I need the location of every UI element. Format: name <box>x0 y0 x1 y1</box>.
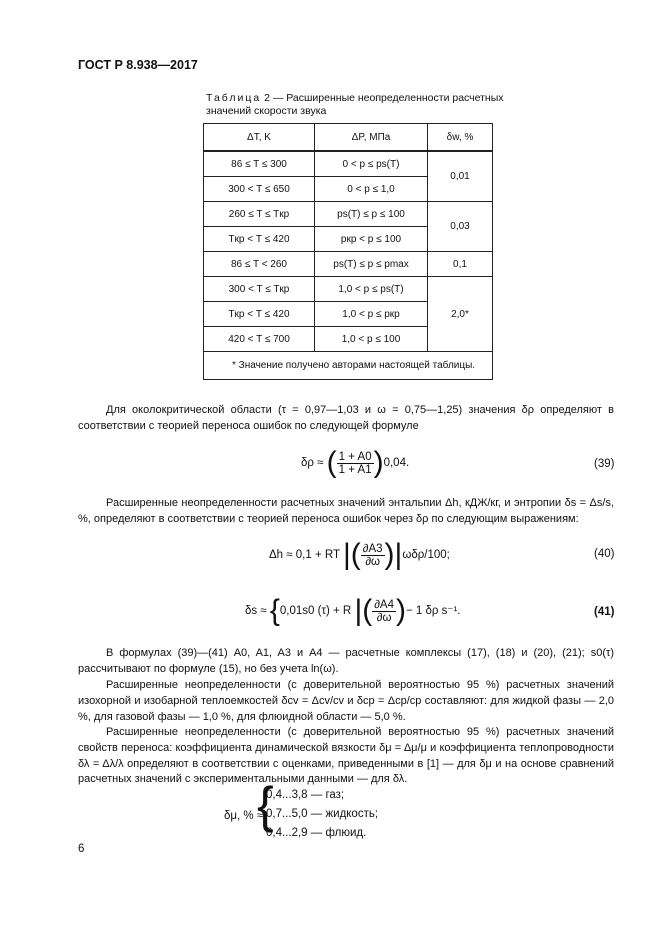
eq39-denominator: 1 + A1 <box>338 463 372 476</box>
table-cell: 86 ≤ T ≤ 300 <box>204 151 315 177</box>
table-cell: 0,1 <box>428 252 493 277</box>
paragraph-nearcritical: Для околокритической области (τ = 0,97—1,03 и ω = 0,75—1,25) значения δρ определяют в соответствии с теорией переноса ошибок по следующей формуле <box>78 404 614 432</box>
eq40-label: (40) <box>594 548 615 560</box>
eq40-denominator: ∂ω <box>365 555 380 568</box>
caption-prefix: Таблица <box>206 92 262 104</box>
case-gas: 0,4...3,8 — газ; <box>266 789 345 801</box>
paragraph-enthalpy: Расширенные неопределенности расчетных значений энтальпии Δh, кДЖ/кг, и энтропии δs = Δs/s, %, определяют в соответствии с теорией переноса ошибок через δρ по следующим выражениям: <box>78 497 614 525</box>
case-fluid: 0,4...2,9 — флюид. <box>266 827 367 839</box>
eq39-numerator: 1 + A0 <box>338 450 372 463</box>
case-liquid: 0,7...5,0 — жидкость; <box>266 808 379 820</box>
eq40-lhs: Δh ≈ 0,1 + RT <box>269 549 340 562</box>
caption-line2: значений скорости звука <box>206 105 327 117</box>
eq40-tail: ωδρ/100; <box>402 549 450 562</box>
eq41-lhs: δs ≈ <box>245 605 267 618</box>
brace-symbol: { <box>257 777 274 833</box>
table-cell: 300 < T ≤ Tкр <box>204 277 315 302</box>
table-cell: 0,03 <box>428 202 493 252</box>
paragraph-heat-capacity: Расширенные неопределенности (с доверительной вероятностью 95 %) расчетных значений изохорной и изобарной теплоемкостей δcv = Δcv/cv и δcp = Δcp/cp составляют: для жидкой фазы — 2,0 %, для газовой фазы — 1,0 %, для флюидной области — 5,0 %. <box>78 679 614 723</box>
table-cell: 300 < T ≤ 650 <box>204 177 315 202</box>
equation-41: δs ≈ {0,01s0 (τ) + R |( $\frac{\partial A4}{\partial\omega}$ )− 1 δρ s⁻¹. <box>245 594 461 627</box>
table-cell: pкр < p ≤ 100 <box>315 227 428 252</box>
equation-39: δρ ≈ ( $\frac{1 + A0}{1 + A1}$ )0,04. <box>301 446 410 479</box>
document-header: ГОСТ Р 8.938—2017 <box>78 58 198 72</box>
eq39-tail: 0,04. <box>383 457 410 470</box>
table-cell: 1,0 < p ≤ pкр <box>315 302 428 327</box>
table-cell: Tкр < T ≤ 420 <box>204 302 315 327</box>
table-cell: 0 < p ≤ ps(T) <box>315 151 428 177</box>
eq41-denominator: ∂ω <box>376 611 392 624</box>
table-cell: 420 < T ≤ 700 <box>204 327 315 352</box>
eq41-label: (41) <box>594 606 615 618</box>
caption-line1: 2 — Расширенные неопределенности расчетных <box>261 92 504 104</box>
col-header: ΔT, K <box>204 124 315 152</box>
table-caption <box>206 92 504 118</box>
equation-40: Δh ≈ 0,1 + RT |( $\frac{\partial A3}{\partial\omega}$ )|ωδρ/100; <box>269 538 450 571</box>
table-cell: ps(T) ≤ p ≤ 100 <box>315 202 428 227</box>
eq39-label: (39) <box>594 458 615 470</box>
eq41-mid: 0,01s0 (τ) + R <box>279 605 352 618</box>
page-number: 6 <box>78 843 85 855</box>
table-cell: 0 < p ≤ 1,0 <box>315 177 428 202</box>
eq39-lhs: δρ ≈ <box>301 457 324 470</box>
paragraph-transport: Расширенные неопределенности (с доверительной вероятностью 95 %) расчетных значений свойств переноса: коэффициента динамической вязкости δμ = Δμ/μ и коэффициента теплопроводности δλ = Δλ/λ определяют в соответствии с оценками, приведенными в [1] — для δμ и на основе сравнений расчетных значений с экспериментальными данными — для δλ. <box>78 726 614 786</box>
eq40-numerator: ∂A3 <box>362 542 383 555</box>
table-cell: 86 ≤ T < 260 <box>204 252 315 277</box>
table-cell: 1,0 < p ≤ 100 <box>315 327 428 352</box>
table-cell: 1,0 < p ≤ ps(T) <box>315 277 428 302</box>
table-cell: ps(T) ≤ p ≤ pmax <box>315 252 428 277</box>
paragraph-formulas: В формулах (39)—(41) A0, A1, A3 и A4 — расчетные комплексы (17), (18) и (20), (21); s0(τ) рассчитывают по формуле (15), но без учета ln(ω). <box>78 647 614 675</box>
uncertainty-table <box>203 123 493 380</box>
eq41-numerator: ∂A4 <box>374 598 394 611</box>
col-header: ΔP, МПа <box>315 124 428 152</box>
table-footnote: * Значение получено авторами настоящей таблицы. <box>204 352 493 380</box>
table-cell: 0,01 <box>428 151 493 202</box>
eq41-tail: − 1 δρ s⁻¹. <box>406 605 461 618</box>
eq-mu-lhs: δμ, % ≈ <box>224 810 264 822</box>
col-header: δw, % <box>428 124 493 152</box>
table-cell: Tкр < T ≤ 420 <box>204 227 315 252</box>
table-cell: 260 ≤ T ≤ Tкр <box>204 202 315 227</box>
table-cell: 2,0* <box>428 277 493 352</box>
eq-mu-cases <box>266 786 378 843</box>
